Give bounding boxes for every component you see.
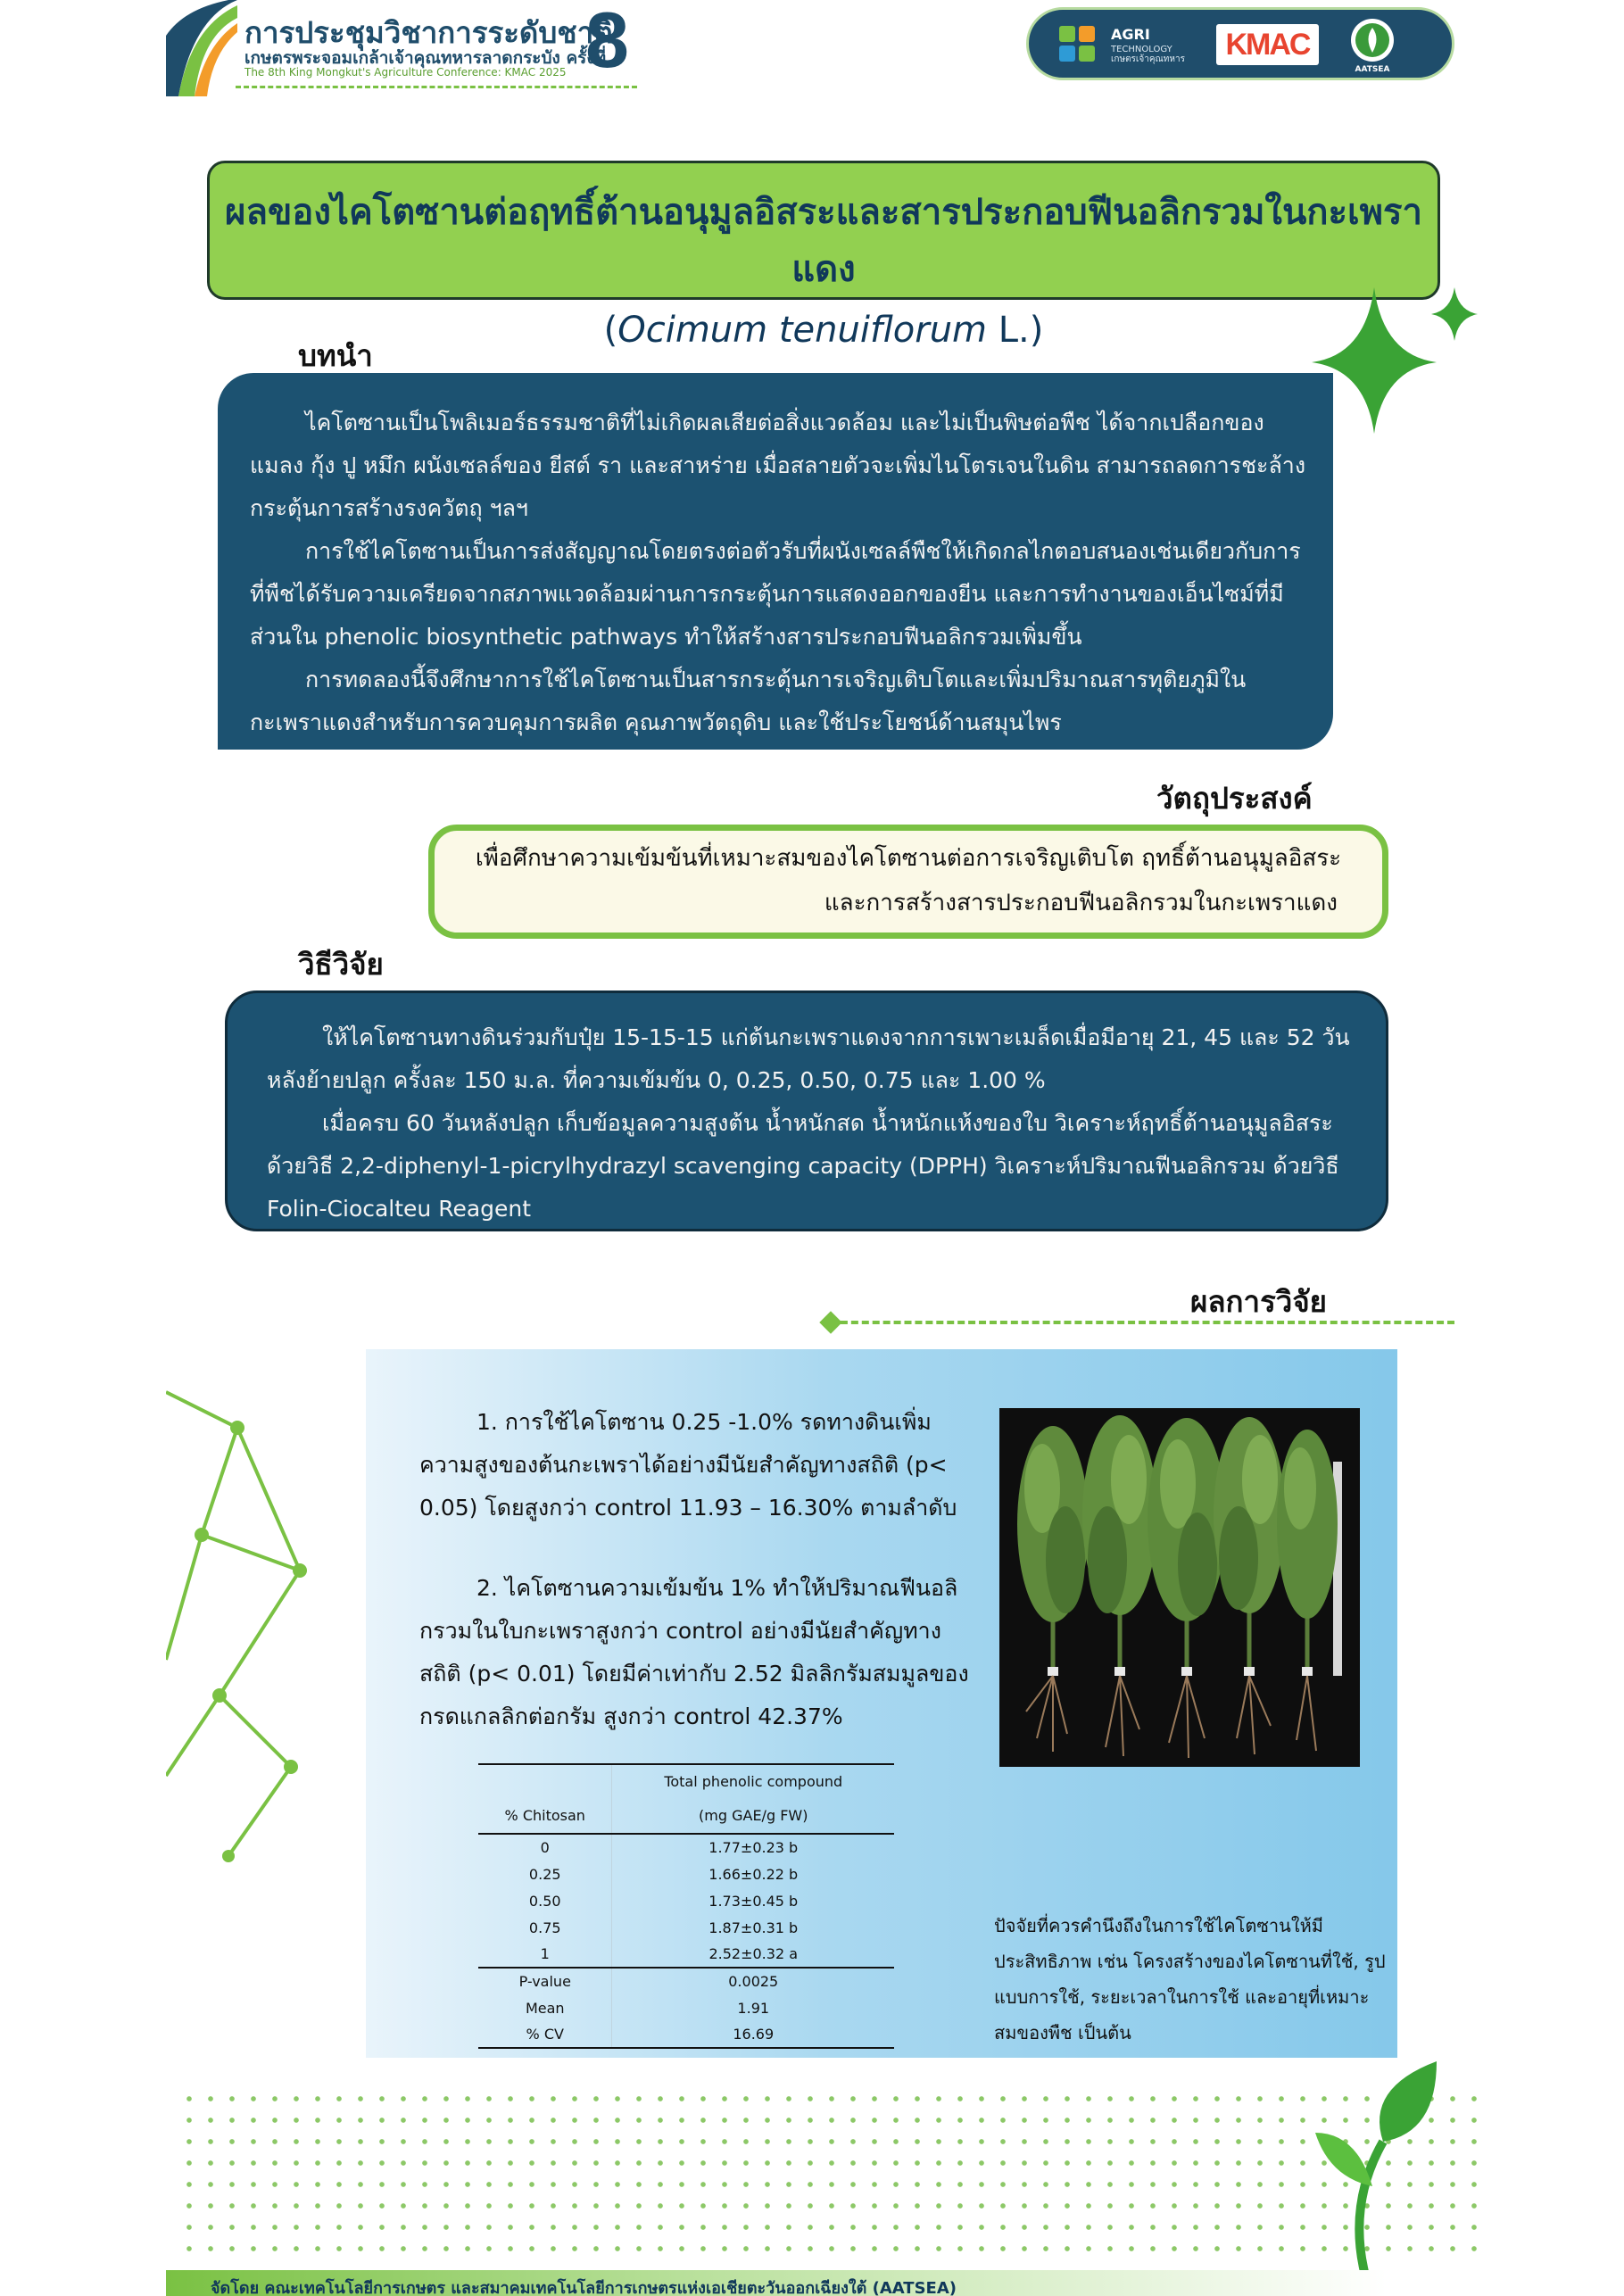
- sponsor-logos: [1026, 7, 1454, 80]
- dot-pattern-decoration: [178, 2088, 1490, 2267]
- aatsea-logo-label: AATSEA: [1355, 65, 1390, 74]
- conference-subtitle: เกษตรพระจอมเกล้าเจ้าคุณทหารลาดกระบัง ครั้งที่: [244, 48, 607, 68]
- results-heading: ผลการวิจัย: [1190, 1284, 1327, 1319]
- agri-logo-name: AGRI: [1111, 26, 1150, 43]
- poster-title-scientific-name: (Ocimum tenuiflorum L.): [603, 310, 1044, 351]
- objective-box: [428, 825, 1388, 939]
- table-row-stat: % CV 16.69: [478, 2021, 894, 2048]
- conference-header: [166, 0, 648, 96]
- agri-puzzle-icon: [1056, 21, 1106, 69]
- poster-title: ผลของไคโตซานต่อฤทธิ์ต้านอนุมูลอิสระและสารประกอบฟีนอลิกรวมในกะเพราแดง: [225, 192, 1422, 290]
- result-point: 1. การใช้ไคโตซาน 0.25 -1.0% รดทางดินเพิ่มความสูงของต้นกะเพราได้อย่างมีนัยสำคัญทางสถิติ (p< 0.05) โดยสูงกว่า control 11.93 – 16.30% ตามลำดับ: [419, 1409, 957, 1521]
- agri-technology-logo: [1056, 21, 1198, 69]
- sparkle-star-icon: [1312, 284, 1499, 435]
- results-note: ปัจจัยที่ควรคำนึงถึงในการใช้ไคโตซานให้มีประสิทธิภาพ เช่น โครงสร้างของไคโตซานที่ใช้, รูปแบบการใช้, ระยะเวลาในการใช้ และอายุที่เหมาะสมของพืช เป็นต้น: [994, 1915, 1386, 2043]
- table-header-top: Total phenolic compound: [612, 1764, 894, 1798]
- aatsea-logo: [1341, 15, 1404, 78]
- results-text: [419, 1401, 973, 1776]
- table-row: 0.75 1.87±0.31 b: [478, 1914, 894, 1941]
- sprout-leaf-icon: [1312, 2052, 1446, 2275]
- method-box: [225, 991, 1388, 1231]
- intro-heading: บทนำ: [298, 338, 373, 373]
- basil-plants-illustration: [999, 1408, 1360, 1767]
- conference-number: 8: [585, 0, 629, 84]
- basil-plants-photo: [999, 1408, 1360, 1767]
- conference-title: การประชุมวิชาการระดับชาติ: [244, 15, 613, 50]
- objective-heading: วัตถุประสงค์: [1156, 781, 1313, 816]
- intro-paragraph: การทดลองนี้จึงศึกษาการใช้ไคโตซานเป็นสารกระตุ้นการเจริญเติบโตและเพิ่มปริมาณสารทุติยภูมิในกะเพราแดงสำหรับการควบคุมการผลิต คุณภาพวัตถุดิบ และใช้ประโยชน์ด้านสมุนไพร: [250, 667, 1247, 735]
- phenolic-table: [478, 1763, 894, 2049]
- method-paragraph: ให้ไคโตซานทางดินร่วมกับปุ๋ย 15-15-15 แก่ต้นกะเพราแดงจากการเพาะเมล็ดเมื่อมีอายุ 21, 45 และ 52 วันหลังย้ายปลูก ครั้งละ 150 ม.ล. ที่ความเข้มข้น 0, 0.25, 0.50, 0.75 และ 1.00 %: [267, 1024, 1350, 1093]
- kmac-logo: KMAC: [1216, 24, 1319, 65]
- table-col-chitosan: % Chitosan: [478, 1798, 612, 1834]
- conference-english-name: The 8th King Mongkut's Agriculture Conference: KMAC 2025: [244, 66, 567, 79]
- table-row: 0 1.77±0.23 b: [478, 1834, 894, 1861]
- method-paragraph: เมื่อครบ 60 วันหลังปลูก เก็บข้อมูลความสูงต้น น้ำหนักสด น้ำหนักแห้งของใบ วิเคราะห์ฤทธิ์ต้านอนุมูลอิสระด้วยวิธี 2,2-diphenyl-1-picrylhydrazyl scavenging capacity (DPPH) วิเคราะห์ปริมาณฟีนอลิกรวม ด้วยวิธี Folin-Ciocalteu Reagent: [267, 1110, 1339, 1222]
- results-divider: [830, 1321, 1454, 1324]
- table-row: 0.50 1.73±0.45 b: [478, 1887, 894, 1914]
- table-row-stat: Mean 1.91: [478, 1994, 894, 2021]
- objective-line-1: เพื่อศึกษาความเข้มข้นที่เหมาะสมของไคโตซานต่อการเจริญเติบโต ฤทธิ์ต้านอนุมูลอิสระ: [475, 845, 1342, 872]
- intro-paragraph: การใช้ไคโตซานเป็นการส่งสัญญาณโดยตรงต่อตัวรับที่ผนังเซลล์พืชให้เกิดกลไกตอบสนองเช่นเดียวกับการที่พืชได้รับความเครียดจากสภาพแวดล้อมผ่านการกระตุ้นการแสดงออกของยีน และการทำงานของเอ็นไซม์ที่มีส่วนใน phenolic biosynthetic pathways ทำให้สร้างสารประกอบฟีนอลิกรวมเพิ่มขึ้น: [250, 538, 1301, 650]
- agri-logo-sub: TECHNOLOGY เกษตรเจ้าคุณทหาร: [1111, 45, 1185, 64]
- objective-line-2: และการสร้างสารประกอบฟีนอลิกรวมในกะเพราแดง: [824, 890, 1338, 916]
- result-point: 2. ไคโตซานความเข้มข้น 1% ทำให้ปริมาณฟีนอลิกรวมในใบกะเพราสูงกว่า control อย่างมีนัยสำคัญทางสถิติ (p< 0.01) โดยมีค่าเท่ากับ 2.52 มิลลิกรัมสมมูลของกรดแกลลิกต่อกรัม สูงกว่า control 42.37%: [419, 1575, 969, 1729]
- table-row: 0.25 1.66±0.22 b: [478, 1861, 894, 1887]
- wave-logo-icon: [166, 0, 237, 96]
- table-col-unit: (mg GAE/g FW): [612, 1798, 894, 1834]
- method-heading: วิธีวิจัย: [298, 947, 384, 982]
- footer-organizer: จัดโดย คณะเทคโนโลยีการเกษตร และสมาคมเทคโนโลยีการเกษตรแห่งเอเชียตะวันออกเฉียงใต้ (AATSEA): [211, 2279, 957, 2296]
- table-row: 1 2.52±0.32 a: [478, 1941, 894, 1968]
- network-decoration-icon: [166, 1374, 327, 1874]
- header-divider: [236, 86, 637, 88]
- scientific-name: Ocimum tenuiflorum: [617, 310, 988, 351]
- table-row-stat: P-value 0.0025: [478, 1968, 894, 1994]
- poster-title-box: [207, 161, 1440, 351]
- intro-paragraph: ไคโตซานเป็นโพลิเมอร์ธรรมชาติที่ไม่เกิดผลเสียต่อสิ่งแวดล้อม และไม่เป็นพิษต่อพืช ได้จากเปลือกของแมลง กุ้ง ปู หมึก ผนังเซลล์ของ ยีสต์ รา และสาหร่าย เมื่อสลายตัวจะเพิ่มไนโตรเจนในดิน สามารถลดการชะล้าง กระตุ้นการสร้างรงควัตถุ ฯลฯ: [250, 410, 1306, 521]
- aatsea-seal-icon: [1341, 15, 1404, 65]
- intro-box: [218, 373, 1333, 750]
